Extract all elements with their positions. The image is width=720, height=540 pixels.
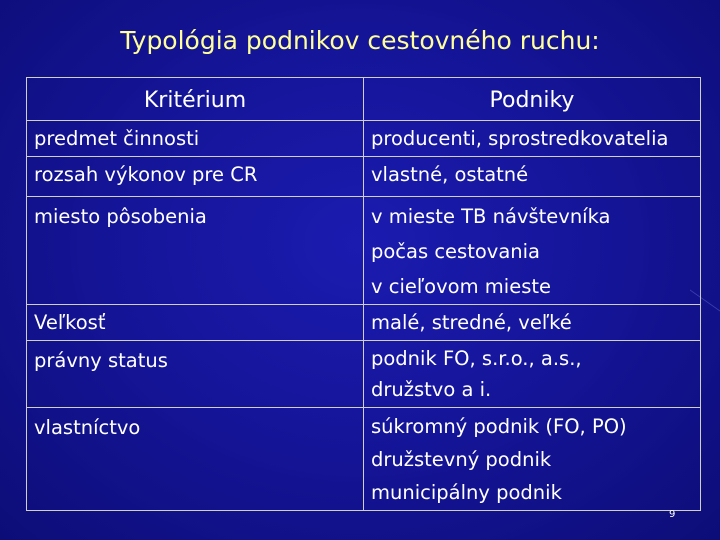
value-cell	[364, 408, 701, 511]
table-row	[27, 305, 701, 341]
header-enterprises: Podniky	[364, 78, 701, 121]
value-line: súkromný podnik (FO, PO)	[371, 415, 627, 438]
value-cell	[364, 121, 701, 157]
criterion-cell: právny status	[27, 341, 364, 408]
value-line: družstvo a i.	[371, 378, 492, 401]
table-row	[27, 121, 701, 157]
table-row	[27, 408, 701, 511]
table-header-row	[27, 78, 701, 121]
table-row	[27, 197, 701, 305]
criterion-cell: Veľkosť	[27, 305, 364, 341]
table-row	[27, 157, 701, 197]
criterion-cell: predmet činnosti	[27, 121, 364, 157]
page-number: 9	[669, 509, 676, 520]
value-line: vlastné, ostatné	[371, 163, 529, 186]
header-criterion: Kritérium	[27, 78, 364, 121]
table-row	[27, 341, 701, 408]
slide-title: Typológia podnikov cestovného ruchu:	[120, 26, 600, 55]
value-line: municipálny podnik	[371, 481, 562, 504]
value-line: družstevný podnik	[371, 448, 552, 471]
value-cell	[364, 197, 701, 305]
criterion-cell: miesto pôsobenia	[27, 197, 364, 305]
value-line: podnik FO, s.r.o., a.s.,	[371, 347, 582, 370]
value-cell	[364, 305, 701, 341]
value-cell	[364, 157, 701, 197]
value-line: počas cestovania	[371, 240, 541, 263]
value-line: v cieľovom mieste	[371, 275, 551, 298]
criterion-cell: vlastníctvo	[27, 408, 364, 511]
value-line: producenti, sprostredkovatelia	[371, 127, 669, 150]
value-line: malé, stredné, veľké	[371, 311, 572, 334]
value-cell	[364, 341, 701, 408]
typology-table	[26, 77, 701, 511]
value-line: v mieste TB návštevníka	[371, 205, 611, 228]
criterion-cell: rozsah výkonov pre CR	[27, 157, 364, 197]
